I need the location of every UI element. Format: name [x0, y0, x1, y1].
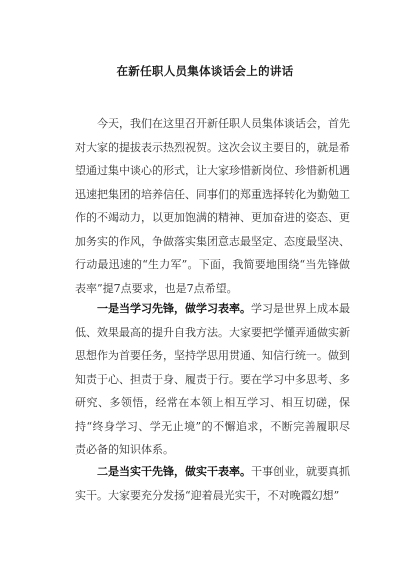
paragraph-1-text: 今天，我们在这里召开新任职人员集体谈话会，首先对大家的提拔表示热烈祝贺。这次会议主要目的，就是希望通过集中谈心的形式，让大家珍惜新岗位、珍惜新机遇迅速把集团的培养信任、同事们的郑重选择转化为勤勉工作的不竭动力，以更加饱满的精神、更加奋进的姿态、更加务实的作风，争做落实集团意志最坚定、态度最坚决、行动最迅速的“生力军”。下面，我简要地围绕“当先锋做表率”提7点要求，也是7点希望。: [75, 117, 350, 295]
paragraph-2-text: 学习是世界上成本最低、效果最高的提升自我方法。大家要把学懂弄通做实新思想作为首要任务，坚持学思用贯通、知信行统一。做到知责于心、担责于身、履责于行。要在学习中多思考、多研究、多领悟，经常在本领上相互学习、相互切磋，保持“终身学习、学无止境”的不懈追求，不断完善履职尽责必备的知识体系。: [75, 302, 350, 456]
paragraph-2: [75, 297, 350, 462]
paragraph-2-lead: 一是当学习先锋，做学习表率。: [97, 302, 251, 315]
paragraph-3-text: 干事创业，就要真抓实干。大家要充分发扬“迎着晨光实干，不对晚霞幻想”: [75, 465, 350, 502]
paragraph-1: [75, 112, 350, 300]
paragraph-3: [75, 460, 350, 507]
document-title: 在新任职人员集体谈话会上的讲话: [116, 64, 294, 78]
paragraph-3-lead: 二是当实干先锋，做实干表率。: [97, 465, 251, 478]
